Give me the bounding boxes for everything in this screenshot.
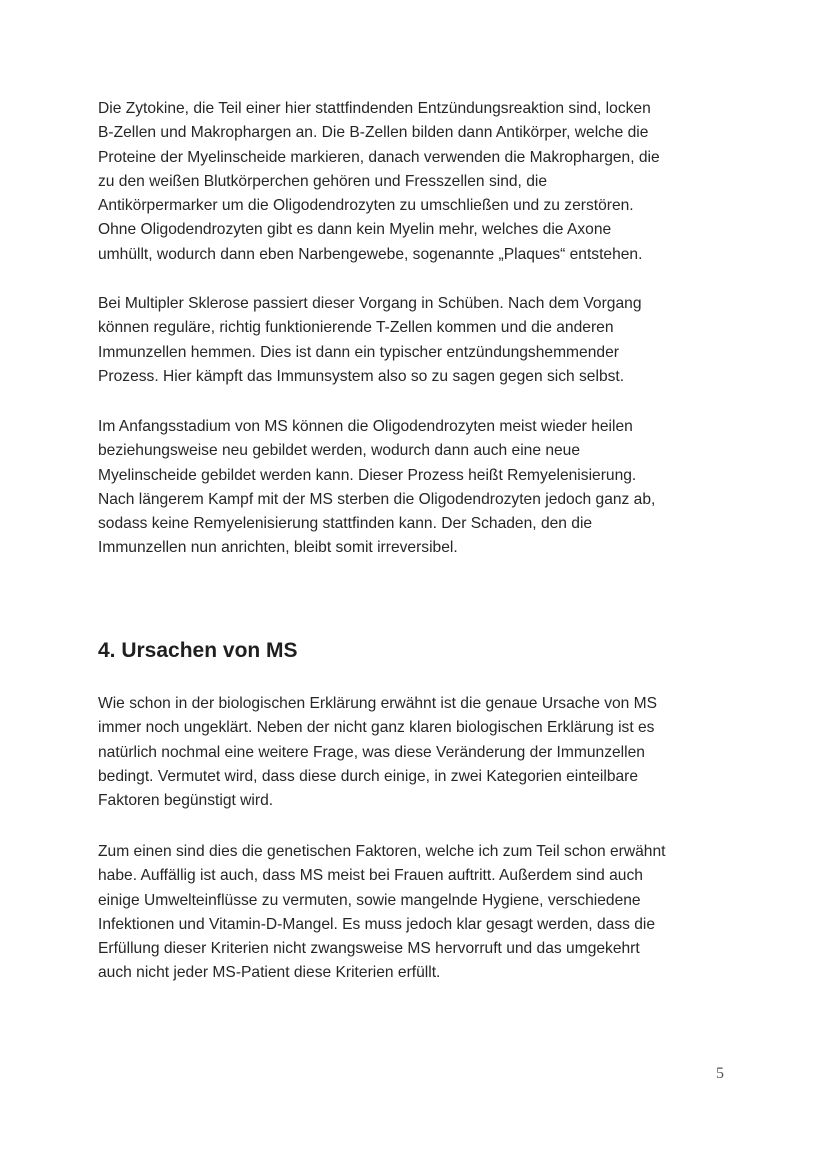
text-line: Prozess. Hier kämpft das Immunsystem also so zu sagen gegen sich selbst. bbox=[98, 367, 625, 385]
text-line: immer noch ungeklärt. Neben der nicht ganz klaren biologischen Erklärung ist es bbox=[98, 719, 655, 737]
page-number: 5 bbox=[716, 1065, 724, 1082]
text-line: natürlich nochmal eine weitere Frage, was diese Veränderung der Immunzellen bbox=[98, 743, 645, 761]
text-line: Infektionen und Vitamin-D-Mangel. Es muss jedoch klar gesagt werden, dass die bbox=[98, 915, 656, 933]
section-heading: 4. Ursachen von MS bbox=[98, 639, 298, 662]
text-line: Erfüllung dieser Kriterien nicht zwangsweise MS hervorruft und das umgekehrt bbox=[98, 940, 640, 958]
text-line: Proteine der Myelinscheide markieren, danach verwenden die Makrophargen, die bbox=[98, 148, 660, 166]
paragraph-ursache bbox=[98, 692, 738, 813]
text-line: Antikörpermarker um die Oligodendrozyten zu umschließen und zu zerstören. bbox=[98, 197, 634, 215]
text-line: Myelinscheide gebildet werden kann. Dieser Prozess heißt Remyelenisierung. bbox=[98, 466, 637, 484]
text-line: zu den weißen Blutkörperchen gehören und Fresszellen sind, die bbox=[98, 172, 548, 190]
text-line: sodass keine Remyelenisierung stattfinden kann. Der Schaden, den die bbox=[98, 515, 593, 533]
paragraph-anfangsstadium bbox=[98, 415, 738, 561]
text-line: Faktoren begünstigt wird. bbox=[98, 792, 274, 810]
paragraph-schuebe bbox=[98, 292, 738, 389]
text-line: auch nicht jeder MS-Patient diese Kriterien erfüllt. bbox=[98, 964, 441, 982]
text-line: Die Zytokine, die Teil einer hier stattfindenden Entzündungsreaktion sind, locken bbox=[98, 100, 651, 117]
text-line: Immunzellen nun anrichten, bleibt somit irreversibel. bbox=[98, 539, 458, 557]
text-line: bedingt. Vermutet wird, dass diese durch einige, in zwei Kategorien einteilbare bbox=[98, 767, 639, 785]
text-line: können reguläre, richtig funktionierende T-Zellen kommen und die anderen bbox=[98, 319, 614, 337]
paragraph-faktoren bbox=[98, 840, 738, 986]
text-line: Bei Multipler Sklerose passiert dieser Vorgang in Schüben. Nach dem Vorgang bbox=[98, 295, 642, 312]
text-line: Ohne Oligodendrozyten gibt es dann kein Myelin mehr, welches die Axone bbox=[98, 221, 612, 239]
text-line: einige Umwelteinflüsse zu vermuten, sowie mangelnde Hygiene, verschiedene bbox=[98, 891, 641, 909]
text-line: Im Anfangsstadium von MS können die Oligodendrozyten meist wieder heilen bbox=[98, 418, 633, 435]
paragraph-zytokine bbox=[98, 97, 738, 267]
text-line: habe. Auffällig ist auch, dass MS meist bei Frauen auftritt. Außerdem sind auch bbox=[98, 867, 643, 885]
text-line: Wie schon in der biologischen Erklärung erwähnt ist die genaue Ursache von MS bbox=[98, 695, 658, 712]
text-line: umhüllt, wodurch dann eben Narbengewebe, sogenannte „Plaques“ entstehen. bbox=[98, 245, 643, 263]
text-line: B-Zellen und Makrophargen an. Die B-Zellen bilden dann Antikörper, welche die bbox=[98, 124, 649, 142]
text-line: Zum einen sind dies die genetischen Faktoren, welche ich zum Teil schon erwähnt bbox=[98, 843, 666, 860]
text-line: beziehungsweise neu gebildet werden, wodurch dann auch eine neue bbox=[98, 442, 581, 460]
text-line: Nach längerem Kampf mit der MS sterben die Oligodendrozyten jedoch ganz ab, bbox=[98, 490, 656, 508]
text-line: Immunzellen hemmen. Dies ist dann ein typischer entzündungshemmender bbox=[98, 343, 619, 361]
